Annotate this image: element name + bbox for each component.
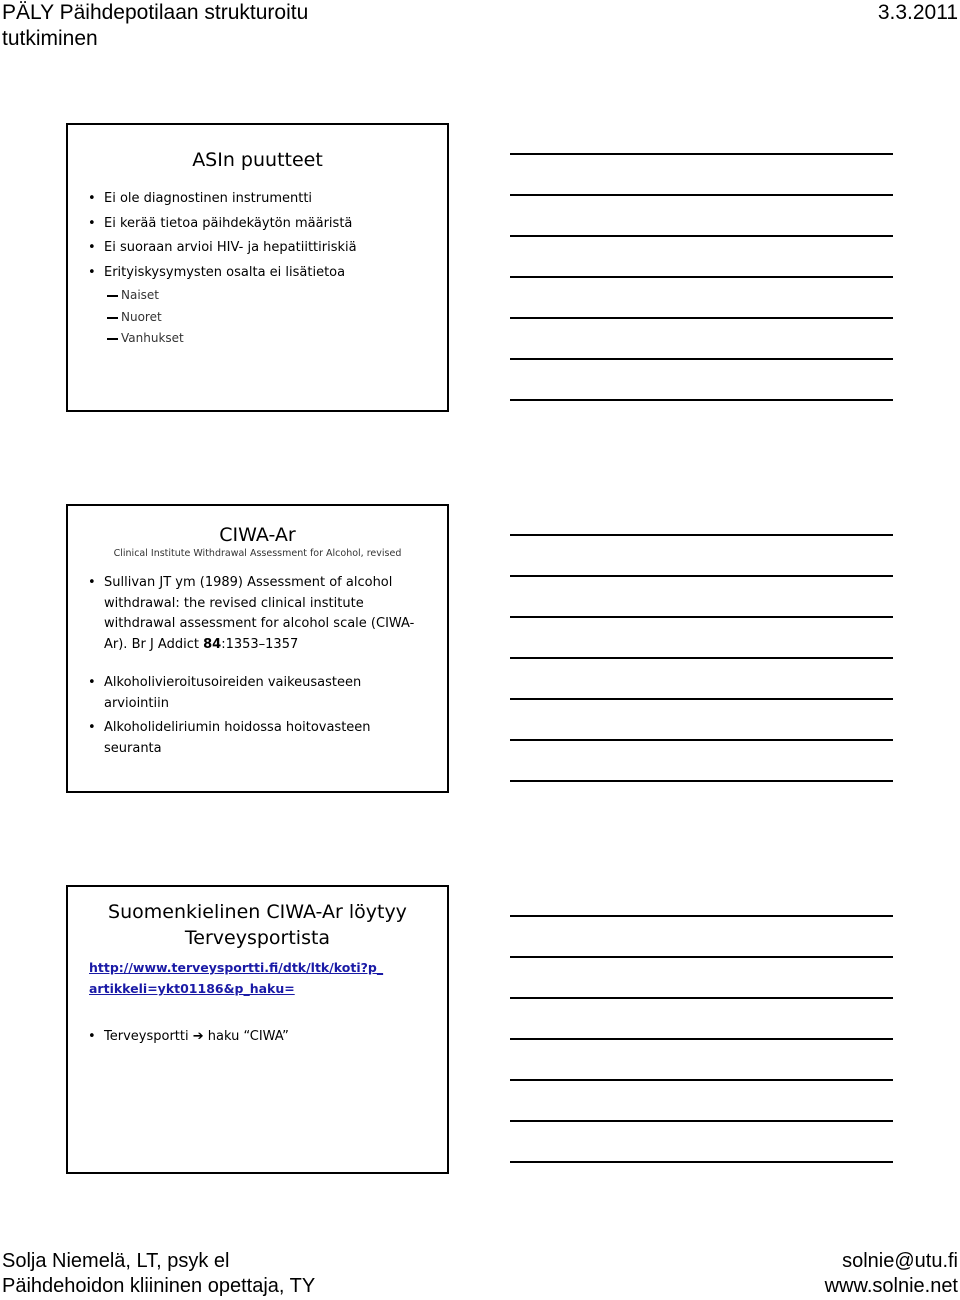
sub-list <box>68 285 447 350</box>
list-item: • Erityiskysymysten osalta ei lisätietoa <box>68 261 447 286</box>
reference-volume: 84 <box>203 636 222 652</box>
author-role: Päihdehoidon kliininen opettaja, TY <box>2 1275 316 1297</box>
slide-title: ASIn puutteet <box>192 149 323 171</box>
slide-title: Suomenkielinen CIWA-Ar löytyy Terveysportista <box>108 901 407 949</box>
list-item: • Ei kerää tietoa päihdekäytön määristä <box>68 212 447 237</box>
sub-list-item: Nuoret <box>68 307 447 329</box>
reference-pages: :1353–1357 <box>221 636 299 652</box>
terveysportti-link[interactable]: http://www.terveysportti.fi/dtk/ltk/koti?p_artikkeli=ykt01186&p_haku= <box>89 960 384 996</box>
notes-lines <box>510 153 893 401</box>
reference-item <box>68 573 417 655</box>
sub-list-item: Naiset <box>68 285 447 307</box>
list-item: • Ei suoraan arvioi HIV- ja hepatiittiriskiä <box>68 236 447 261</box>
document-title-text: PÄLY Päihdepotilaan strukturoitu tutkiminen <box>2 1 309 50</box>
slide-asi-shortcomings <box>66 123 449 412</box>
reference-list <box>68 573 447 655</box>
bullet-list <box>68 187 447 285</box>
author-website: www.solnie.net <box>824 1275 958 1297</box>
slide-ciwa-ar <box>66 504 449 793</box>
reference-text: Sullivan JT ym (1989) Assessment of alcohol withdrawal: the revised clinical institute withdrawal assessment for alcohol scale (CIWA-Ar). Br J Addict <box>104 575 415 652</box>
document-title <box>2 0 342 52</box>
author-name: Solja Niemelä, LT, psyk el <box>2 1250 230 1272</box>
bullet-list <box>68 1027 447 1047</box>
slide-title: CIWA-Ar <box>219 524 296 546</box>
list-item <box>68 1027 447 1047</box>
author-email: solnie@utu.fi <box>842 1250 958 1272</box>
list-item: • Alkoholivieroitusoireiden vaikeusasteen arviointiin <box>68 673 407 714</box>
list-item: • Alkoholideliriumin hoidossa hoitovasteen seuranta <box>68 718 407 759</box>
document-date: 3.3.2011 <box>877 1 958 24</box>
bullet-list <box>68 673 447 759</box>
list-item: • Ei ole diagnostinen instrumentti <box>68 187 447 212</box>
slide-subtitle: Clinical Institute Withdrawal Assessment for Alcohol, revised <box>113 548 402 559</box>
slide-finnish-ciwa-ar <box>66 885 449 1174</box>
list-item-prefix: Terveysportti <box>104 1029 189 1044</box>
notes-lines <box>510 915 893 1163</box>
notes-lines <box>510 534 893 782</box>
list-item-suffix: haku “CIWA” <box>203 1029 289 1044</box>
sub-list-item: Vanhukset <box>68 328 447 350</box>
arrow-icon: ➔ <box>192 1029 204 1044</box>
